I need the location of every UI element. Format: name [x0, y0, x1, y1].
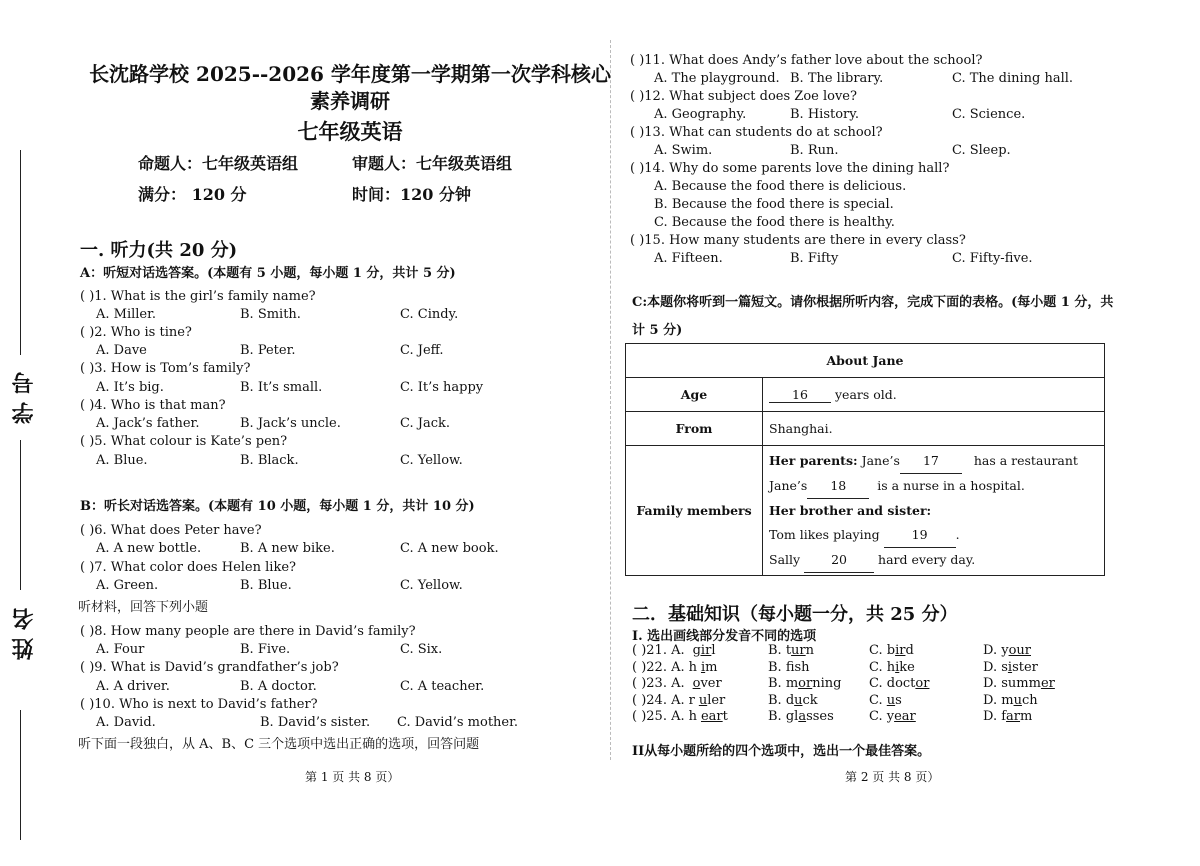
- q11-option-a: A. The playground.: [654, 71, 780, 86]
- listening-heading: 一. 听力(共 20 分): [80, 240, 238, 261]
- exam-title-line1: 长沈路学校 2025--2026 学年度第一学期第一次学科核心: [89, 62, 611, 86]
- left-page: [60, 0, 611, 866]
- b-suffix: sh: [794, 659, 810, 675]
- binding-margin: [0, 0, 60, 866]
- d-suffix: ch: [1021, 692, 1038, 708]
- q22-option-b: [768, 660, 810, 675]
- q25-option-c: [869, 709, 916, 724]
- phonics-instruction: I. 选出画线部分发音不同的选项: [632, 629, 817, 644]
- c-suffix: d: [905, 643, 914, 658]
- q7-option-a: A. Green.: [96, 578, 159, 593]
- a-underlined: ear: [700, 709, 723, 724]
- listening-note-1: 听材料，回答下列小题: [78, 600, 209, 615]
- q10-option-c: C. David’s mother.: [397, 715, 519, 730]
- c-underlined: u: [886, 692, 896, 708]
- from-label: From: [626, 412, 763, 446]
- q21-number: ( )21. A.: [632, 643, 685, 658]
- siblings-heading: Her brother and sister:: [769, 502, 932, 518]
- part-b-instruction: B：听长对话选答案。(本题有 10 小题，每小题 1 分，共计 10 分): [80, 499, 475, 514]
- q13-stem: ( )13. What can students do at school?: [630, 125, 883, 140]
- q11-stem: ( )11. What does Andy’s father love about the school?: [630, 53, 983, 68]
- q9-stem: ( )9. What is David’s grandfather’s job?: [80, 660, 339, 675]
- c-prefix: C. h: [869, 659, 896, 675]
- c-underlined: i: [895, 659, 900, 675]
- q8-option-b: B. Five.: [240, 642, 291, 657]
- q24-option-a: [632, 693, 725, 708]
- seat-line: [20, 710, 21, 840]
- basics-heading: 二．基础知识（每小题一分，共 25 分）: [632, 604, 958, 625]
- b-prefix: B. f: [768, 659, 795, 675]
- parents-heading: Her parents:: [769, 452, 858, 468]
- from-value: Shanghai.: [763, 412, 1105, 446]
- c-prefix: C. doct: [869, 676, 916, 691]
- q24-option-d: [983, 693, 1038, 708]
- d-prefix: D. s: [983, 659, 1008, 675]
- q11-option-c: C. The dining hall.: [952, 71, 1074, 86]
- q2-option-a: A. Dave: [96, 343, 147, 358]
- blank-18[interactable]: 18: [807, 474, 869, 499]
- c-underlined: or: [915, 676, 930, 691]
- line2-prefix: Jane’s: [769, 477, 808, 493]
- exam-subject: 七年级英语: [297, 119, 403, 144]
- table-row-age: [626, 378, 1105, 412]
- line3-prefix: Tom likes playing: [769, 526, 880, 542]
- d-underlined: ar: [1006, 709, 1021, 724]
- q24-option-c: [869, 693, 902, 708]
- d-underlined: er: [1040, 676, 1055, 691]
- exam-time: 时间：120 分钟: [352, 185, 471, 204]
- q9-option-c: C. A teacher.: [400, 679, 485, 694]
- d-prefix: D. f: [983, 709, 1007, 724]
- listening-note-2: 听下面一段独白，从 A、B、C 三个选项中选出正确的选项，回答问题: [78, 737, 480, 752]
- q5-option-a: A. Blue.: [96, 453, 148, 468]
- d-prefix: D. y: [983, 643, 1009, 658]
- number-line: [20, 150, 21, 355]
- q4-option-a: A. Jack’s father.: [96, 416, 200, 431]
- family-members-label: Family members: [626, 446, 763, 576]
- line2-suffix: is a nurse in a hospital.: [877, 477, 1025, 493]
- q7-option-b: B. Blue.: [240, 578, 292, 593]
- q6-option-c: C. A new book.: [400, 541, 499, 556]
- reviewer: 审题人：七年级英语组: [352, 154, 513, 173]
- q12-option-b: B. History.: [790, 107, 859, 122]
- q9-option-a: A. A driver.: [96, 679, 170, 694]
- part-c-instruction-line2: 计 5 分): [632, 323, 683, 338]
- a-underlined: u: [698, 692, 708, 708]
- a-prefix: r: [688, 692, 695, 708]
- q21-option-d: [983, 643, 1031, 658]
- q23-option-d: [983, 676, 1055, 691]
- q4-option-c: C. Jack.: [400, 416, 451, 431]
- q14-option-b: B. Because the food there is special.: [654, 197, 894, 212]
- b-prefix: B. m: [768, 676, 799, 691]
- q3-option-a: A. It’s big.: [96, 380, 164, 395]
- c-underlined: ir: [895, 643, 906, 658]
- q9-option-b: B. A doctor.: [240, 679, 317, 694]
- q25-option-a: [632, 709, 728, 724]
- q21-option-c: [869, 643, 914, 658]
- footer-page-2: 第 2 页 共 8 页）: [845, 770, 940, 784]
- c-suffix: s: [895, 692, 902, 708]
- q22-option-a: [632, 660, 717, 675]
- q12-option-c: C. Science.: [952, 107, 1026, 122]
- b-suffix: sses: [806, 709, 834, 724]
- q3-option-c: C. It’s happy: [400, 380, 484, 395]
- d-underlined: u: [1013, 692, 1022, 708]
- d-suffix: ster: [1012, 659, 1038, 675]
- q22-option-c: [869, 660, 915, 675]
- table-title: About Jane: [626, 344, 1105, 378]
- q1-stem: ( )1. What is the girl’s family name?: [80, 289, 316, 304]
- q5-option-c: C. Yellow.: [400, 453, 463, 468]
- d-prefix: D. summ: [983, 676, 1041, 691]
- page-divider: [610, 40, 611, 760]
- q25-option-b: [768, 709, 834, 724]
- family-cell: [763, 446, 1105, 576]
- b-underlined: or: [798, 676, 813, 691]
- age-suffix: years old.: [834, 386, 897, 402]
- q3-stem: ( )3. How is Tom’s family?: [80, 361, 251, 376]
- name-line: [20, 440, 21, 590]
- a-suffix: ler: [707, 692, 726, 708]
- q13-option-b: B. Run.: [790, 143, 839, 158]
- a-suffix: m: [705, 659, 718, 675]
- q10-option-b: B. David’s sister.: [260, 715, 371, 730]
- line4-prefix: Sally: [769, 551, 801, 567]
- c-suffix: ke: [899, 659, 915, 675]
- q8-option-a: A. Four: [96, 642, 145, 657]
- d-underlined: i: [1007, 659, 1013, 675]
- q25-number: ( )25. A.: [632, 709, 685, 724]
- q13-option-c: C. Sleep.: [952, 143, 1011, 158]
- b-prefix: B. d: [768, 692, 795, 708]
- q3-option-b: B. It’s small.: [240, 380, 323, 395]
- q23-option-a: [632, 676, 722, 691]
- a-underlined: o: [692, 676, 701, 691]
- q6-option-b: B. A new bike.: [240, 541, 335, 556]
- q21-option-a: [632, 643, 715, 658]
- q2-stem: ( )2. Who is tine?: [80, 325, 192, 340]
- d-prefix: D. m: [983, 692, 1014, 708]
- d-underlined: our: [1008, 643, 1031, 658]
- b-suffix: n: [805, 643, 815, 658]
- a-prefix: h: [688, 709, 697, 724]
- q23-option-b: [768, 676, 841, 691]
- table-row-family: [626, 446, 1105, 576]
- q15-option-b: B. Fifty: [790, 251, 839, 266]
- line3-suffix: .: [955, 526, 960, 542]
- blank-20[interactable]: 20: [804, 548, 874, 573]
- q14-option-a: A. Because the food there is delicious.: [654, 179, 907, 194]
- part-c-instruction-line1: C:本题你将听到一篇短文。请你根据所听内容，完成下面的表格。(每小题 1 分，共: [632, 295, 1114, 310]
- part-a-instruction: A：听短对话选答案。(本题有 5 小题，每小题 1 分，共计 5 分): [80, 266, 456, 281]
- q22-number: ( )22. A.: [632, 659, 685, 675]
- q1-option-b: B. Smith.: [240, 307, 301, 322]
- q2-option-b: B. Peter.: [240, 343, 296, 358]
- c-underlined: ear: [894, 709, 916, 724]
- setter: 命题人：七年级英语组: [138, 154, 299, 173]
- part2-instruction: II从每小题所给的四个选项中，选出一个最佳答案。: [632, 744, 931, 759]
- b-underlined: ur: [791, 643, 806, 658]
- b-prefix: B. gl: [768, 709, 799, 724]
- q21-option-b: [768, 643, 814, 658]
- q4-stem: ( )4. Who is that man?: [80, 398, 226, 413]
- q24-number: ( )24. A.: [632, 692, 685, 708]
- b-underlined: u: [794, 692, 803, 708]
- student-name-label: 姓 名: [11, 608, 37, 660]
- q10-stem: ( )10. Who is next to David’s father?: [80, 697, 318, 712]
- footer-page-1: 第 1 页 共 8 页）: [305, 770, 400, 784]
- b-underlined: a: [798, 709, 807, 724]
- age-label: Age: [626, 378, 763, 412]
- q15-stem: ( )15. How many students are there in every class?: [630, 233, 966, 248]
- c-prefix: C. b: [869, 643, 896, 658]
- q25-option-d: [983, 709, 1032, 724]
- q11-option-b: B. The library.: [790, 71, 884, 86]
- blank-17[interactable]: 17: [900, 449, 962, 474]
- q15-option-a: A. Fifteen.: [654, 251, 723, 266]
- q1-option-a: A. Miller.: [96, 307, 157, 322]
- q13-option-a: A. Swim.: [654, 143, 713, 158]
- q8-option-c: C. Six.: [400, 642, 443, 657]
- q15-option-c: C. Fifty-five.: [952, 251, 1033, 266]
- d-suffix: m: [1020, 709, 1033, 724]
- line4-suffix: hard every day.: [878, 551, 976, 567]
- full-marks: 满分： 120 分: [138, 185, 247, 204]
- q5-stem: ( )5. What colour is Kate’s pen?: [80, 434, 288, 449]
- a-suffix: ver: [700, 676, 722, 691]
- q10-option-a: A. David.: [96, 715, 156, 730]
- q4-option-b: B. Jack’s uncle.: [240, 416, 341, 431]
- q1-option-c: C. Cindy.: [400, 307, 459, 322]
- c-prefix: C. y: [869, 709, 895, 724]
- blank-16[interactable]: 16: [769, 387, 831, 403]
- q7-stem: ( )7. What color does Helen like?: [80, 560, 296, 575]
- a-suffix: t: [722, 709, 728, 724]
- q24-option-b: [768, 693, 818, 708]
- q14-stem: ( )14. Why do some parents love the dining hall?: [630, 161, 950, 176]
- a-suffix: l: [711, 643, 716, 658]
- q8-stem: ( )8. How many people are there in David’s family?: [80, 624, 416, 639]
- q7-option-c: C. Yellow.: [400, 578, 463, 593]
- b-prefix: B. t: [768, 643, 792, 658]
- q6-stem: ( )6. What does Peter have?: [80, 523, 262, 538]
- q12-option-a: A. Geography.: [654, 107, 747, 122]
- parents-prefix: Jane’s: [861, 452, 900, 468]
- b-suffix: ck: [802, 692, 818, 708]
- table-row-from: [626, 412, 1105, 446]
- c-prefix: C.: [869, 692, 887, 708]
- q12-stem: ( )12. What subject does Zoe love?: [630, 89, 857, 104]
- a-underlined: gir: [692, 643, 712, 658]
- about-jane-table: [625, 343, 1105, 576]
- exam-title-line2: 素养调研: [310, 89, 390, 113]
- q2-option-c: C. Jeff.: [400, 343, 444, 358]
- parents-suffix: has a restaurant: [973, 452, 1078, 468]
- q6-option-a: A. A new bottle.: [96, 541, 202, 556]
- age-cell: [763, 378, 1105, 412]
- q23-option-c: [869, 676, 929, 691]
- a-underlined: i: [700, 659, 706, 675]
- q5-option-b: B. Black.: [240, 453, 299, 468]
- q23-number: ( )23. A.: [632, 676, 685, 691]
- blank-19[interactable]: 19: [884, 523, 956, 548]
- q14-option-c: C. Because the food there is healthy.: [654, 215, 895, 230]
- student-number-label: 学 号: [11, 372, 37, 424]
- a-prefix: h: [688, 659, 697, 675]
- b-suffix: ning: [812, 676, 842, 691]
- q22-option-d: [983, 660, 1038, 675]
